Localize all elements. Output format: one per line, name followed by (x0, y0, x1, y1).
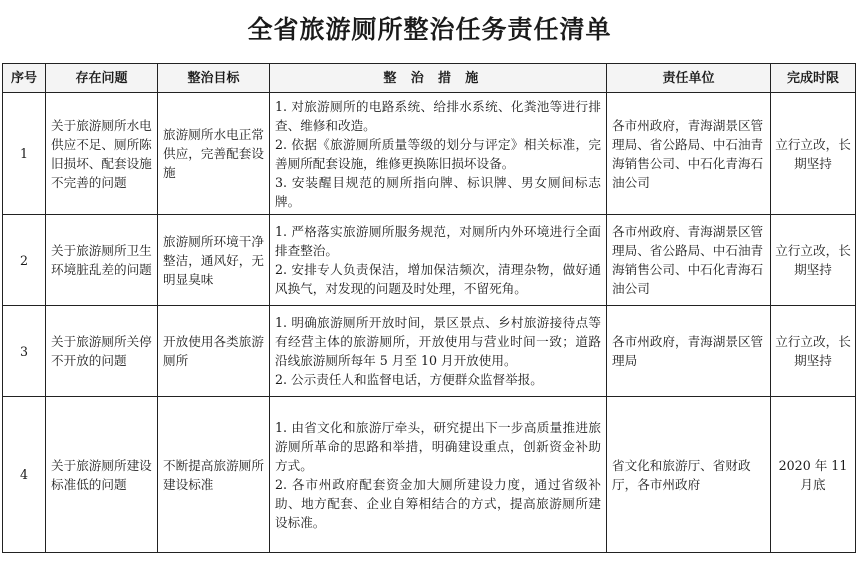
measure-item: 1. 严格落实旅游厕所服务规范，对厕所内外环境进行全面排查整治。 (275, 224, 601, 258)
row-goal: 旅游厕所环境干净整洁，通风好，无明显臭味 (158, 215, 270, 306)
row-issue: 关于旅游厕所建设标准低的问题 (46, 397, 158, 553)
table-row (3, 397, 856, 553)
row-measures (270, 397, 607, 553)
header-unit: 责任单位 (607, 64, 771, 93)
row-deadline: 立行立改，长期坚持 (771, 93, 856, 215)
row-seq: 1 (3, 93, 46, 215)
header-seq: 序号 (3, 64, 46, 93)
row-goal: 旅游厕所水电正常供应，完善配套设施 (158, 93, 270, 215)
row-seq: 2 (3, 215, 46, 306)
row-issue: 关于旅游厕所水电供应不足、厕所陈旧损坏、配套设施不完善的问题 (46, 93, 158, 215)
header-deadline: 完成时限 (771, 64, 856, 93)
measure-item: 2. 安排专人负责保洁，增加保洁频次，清理杂物，做好通风换气，对发现的问题及时处理，不留死角。 (275, 262, 601, 296)
row-issue: 关于旅游厕所卫生环境脏乱差的问题 (46, 215, 158, 306)
document-title: 全省旅游厕所整治任务责任清单 (247, 15, 612, 44)
measure-item: 2. 依据《旅游厕所质量等级的划分与评定》相关标准，完善厕所配套设施，维修更换陈旧损坏设备。 (275, 136, 601, 171)
measure-item: 1. 由省文化和旅游厅牵头，研究提出下一步高质量推进旅游厕所革命的思路和举措，明确建设重点，创新资金补助方式。 (275, 419, 601, 473)
row-issue: 关于旅游厕所关停不开放的问题 (46, 306, 158, 397)
measure-item: 2. 各市州政府配套资金加大厕所建设力度，通过省级补助、地方配套、企业自筹相结合的方式，提高旅游厕所建设标准。 (275, 476, 601, 530)
table-row (3, 215, 856, 306)
row-goal: 不断提高旅游厕所建设标准 (158, 397, 270, 553)
measure-item: 2. 公示责任人和监督电话，方便群众监督举报。 (275, 372, 543, 387)
table-row (3, 306, 856, 397)
table-row (3, 93, 856, 215)
row-unit: 各市州政府，青海湖景区管理局 (607, 306, 771, 397)
row-unit: 各市州政府，青海湖景区管理局、省公路局、中石油青海销售公司、中石化青海石油公司 (607, 93, 771, 215)
measure-item: 1. 明确旅游厕所开放时间，景区景点、乡村旅游接待点等有经营主体的旅游厕所，开放使用与营业时间一致；道路沿线旅游厕所每年 5 月至 10 月开放使用。 (275, 315, 601, 368)
row-goal: 开放使用各类旅游厕所 (158, 306, 270, 397)
measure-item: 1. 对旅游厕所的电路系统、给排水系统、化粪池等进行排查、维修和改造。 (275, 98, 601, 133)
row-unit: 省文化和旅游厅、省财政厅，各市州政府 (607, 397, 771, 553)
row-measures (270, 93, 607, 215)
row-measures (270, 306, 607, 397)
measure-item: 3. 安装醒目规范的厕所指向牌、标识牌、男女厕间标志牌。 (275, 174, 601, 209)
task-table (2, 63, 856, 553)
row-deadline: 立行立改，长期坚持 (771, 306, 856, 397)
row-seq: 3 (3, 306, 46, 397)
table-header-row (3, 64, 856, 93)
header-goal: 整治目标 (158, 64, 270, 93)
header-issue: 存在问题 (46, 64, 158, 93)
row-deadline: 立行立改，长期坚持 (771, 215, 856, 306)
row-deadline: 2020 年 11 月底 (771, 397, 856, 553)
header-measures: 整治措施 (270, 64, 607, 93)
row-seq: 4 (3, 397, 46, 553)
row-unit: 各市州政府、青海湖景区管理局、省公路局、中石油青海销售公司、中石化青海石油公司 (607, 215, 771, 306)
row-measures (270, 215, 607, 306)
